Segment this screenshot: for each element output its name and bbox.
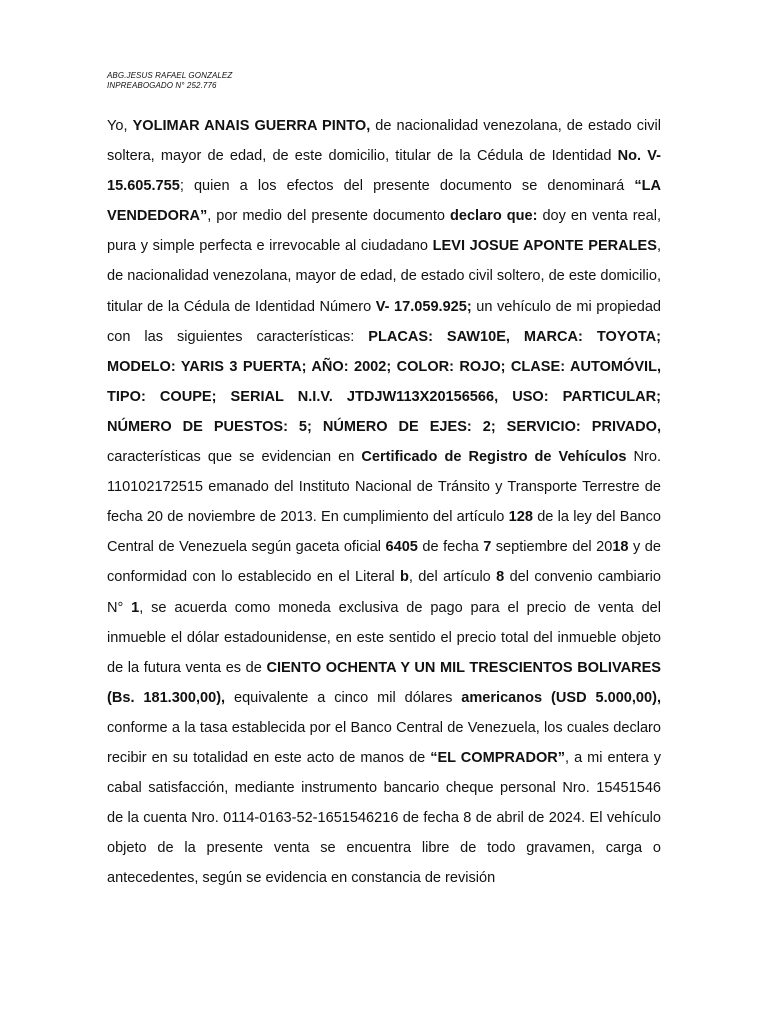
- bold-text-segment: 8: [496, 569, 505, 586]
- text-segment: Yo,: [107, 118, 133, 134]
- bold-text-segment: V- 17.059.925;: [375, 298, 472, 315]
- text-segment: , del artículo: [408, 569, 497, 586]
- bold-text-segment: YOLIMAR ANAIS GUERRA PINTO,: [132, 118, 371, 134]
- text-segment: , por medio del presente documento: [207, 208, 450, 225]
- text-segment: Nro. 110102172515 emanado del Instituto Nacional de Tránsito y Transporte Terrestre de fecha 20 de noviembre de 2013. En cumplimiento del artículo: [107, 449, 662, 526]
- text-segment: y de conformidad con lo establecido en el Literal: [107, 539, 661, 586]
- lawyer-header: [107, 71, 232, 91]
- bold-text-segment: americanos (USD 5.000,00),: [461, 689, 661, 706]
- bold-text-segment: PLACAS: SAW10E, MARCA: TOYOTA; MODELO: YARIS 3 PUERTA; AÑO: 2002; COLOR: ROJO; CLASE: AUTOMÓVIL, TIPO: COUPE; SERIAL N.I.V. JTDJW113X20156566, USO: PARTICULAR; NÚMERO DE PUESTOS: 5; NÚMERO DE EJES: 2; SERVICIO: PRIVADO,: [107, 328, 661, 435]
- declaration-paragraph: [107, 111, 661, 893]
- text-segment: de fecha: [417, 539, 484, 556]
- bold-text-segment: 128: [508, 509, 533, 526]
- lawyer-registration: INPREABOGADO N° 252.776: [107, 81, 217, 90]
- text-segment: del convenio cambiario N°: [107, 569, 661, 616]
- text-segment: ; quien a los efectos del presente documento se denominará: [179, 178, 635, 195]
- text-segment: , a mi entera y cabal satisfacción, mediante instrumento bancario cheque personal Nro. 15451546 de la cuenta Nro. 0114-0163-52-1651546216 de fecha 8 de abril de 2024. El vehículo objeto de la presente venta se encuentra libre de todo gravamen, carga o antecedentes, según se evidencia en constancia de revisión: [107, 749, 661, 887]
- text-segment: de nacionalidad venezolana, de estado civil soltera, mayor de edad, de este domicilio, titular de la Cédula de Identidad: [107, 118, 661, 165]
- text-segment: conforme a la tasa establecida por el Banco Central de Venezuela, los cuales declaro recibir en su totalidad en este acto de manos de: [107, 719, 661, 766]
- text-segment: septiembre del 20: [491, 539, 613, 556]
- bold-text-segment: “EL COMPRADOR”: [430, 749, 566, 766]
- text-segment: un vehículo de mi propiedad con las siguientes características:: [107, 298, 661, 345]
- bold-text-segment: “LA VENDEDORA”: [107, 178, 661, 225]
- text-segment: equivalente a cinco mil dólares: [225, 689, 462, 706]
- text-segment: , de nacionalidad venezolana, mayor de edad, de estado civil soltero, de este domicilio, titular de la Cédula de Identidad Número: [107, 238, 661, 315]
- bold-text-segment: declaro que:: [449, 208, 538, 225]
- bold-text-segment: LEVI JOSUE APONTE PERALES: [432, 238, 657, 255]
- bold-text-segment: Certificado de Registro de Vehículos: [361, 449, 627, 466]
- text-segment: , se acuerda como moneda exclusiva de pago para el precio de venta del inmueble el dólar estadounidense, en este sentido el precio total del inmueble objeto de la futura venta es de: [107, 599, 661, 676]
- bold-text-segment: 1: [131, 599, 140, 616]
- sale-declaration-text: [107, 111, 661, 893]
- text-segment: doy en venta real, pura y simple perfecta e irrevocable al ciudadano: [107, 208, 662, 255]
- bold-text-segment: 7: [483, 539, 492, 556]
- lawyer-name: ABG.JESUS RAFAEL GONZALEZ: [107, 71, 233, 80]
- text-segment: de la ley del Banco Central de Venezuela según gaceta oficial: [107, 509, 661, 556]
- bold-text-segment: CIENTO OCHENTA Y UN MIL TRESCIENTOS BOLIVARES (Bs. 181.300,00),: [107, 659, 661, 706]
- bold-text-segment: 18: [612, 539, 629, 556]
- bold-text-segment: No. V- 15.605.755: [107, 148, 662, 195]
- bold-text-segment: b: [400, 569, 409, 586]
- text-segment: características que se evidencian en: [107, 449, 362, 466]
- bold-text-segment: 6405: [385, 539, 418, 556]
